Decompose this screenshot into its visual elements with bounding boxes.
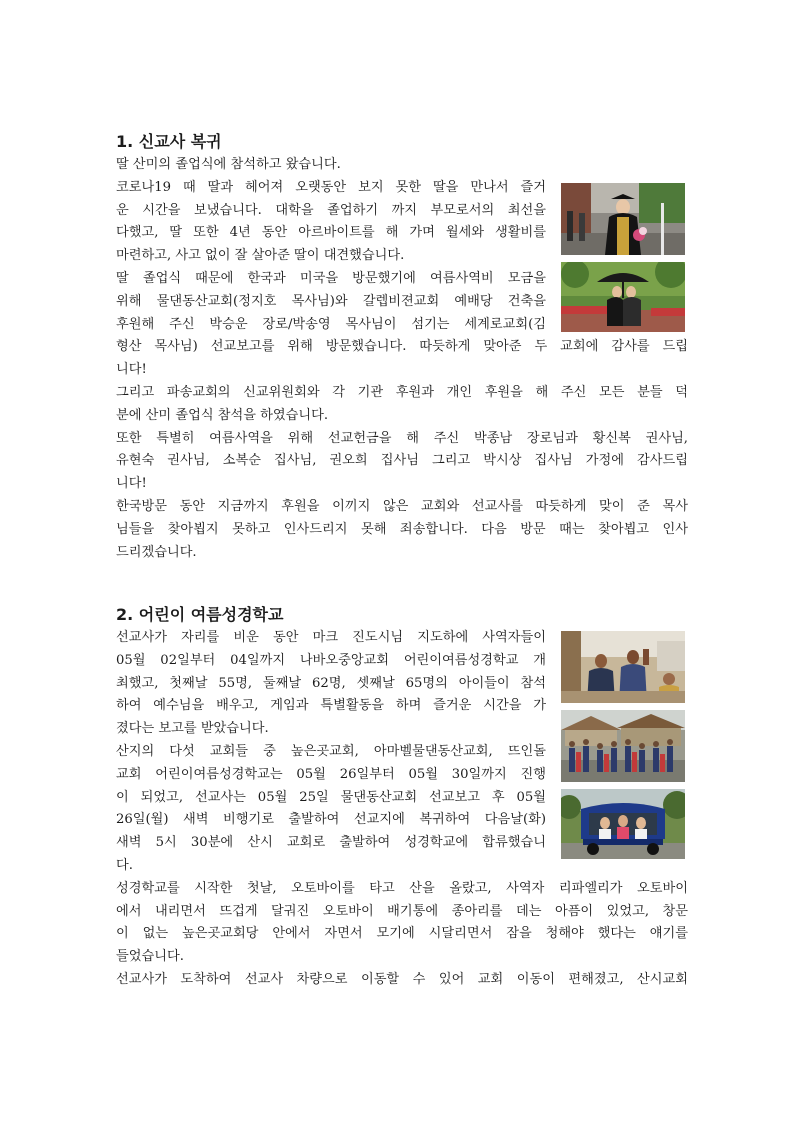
vbs-classroom-photo [561, 631, 685, 703]
text-line: 선교사가 도착하여 선교사 차량으로 이동할 수 있어 교회 이동이 편해졌고, 산시교회 [116, 971, 688, 987]
text-line: 니다! [116, 362, 147, 378]
text-line: 유현숙 권사님, 소복순 집사님, 권오희 집사님 그리고 박시상 집사님 가정에 감사드립 [116, 453, 688, 469]
text-line: 위해 물댄동산교회(정지호 목사님)와 갈렙비젼교회 예배당 건축을 [116, 293, 546, 309]
section-heading-return: 1. 신교사 복귀 [116, 132, 222, 151]
text-line: 코로나19 때 딸과 헤어져 오랫동안 보지 못한 딸을 만나서 즐거 [116, 179, 546, 195]
text-line: 교회 어린이여름성경학교는 05월 26일부터 05월 30일까지 진행 [116, 766, 546, 782]
text-line: 분에 산미 졸업식 참석을 하였습니다. [116, 407, 329, 423]
text-line: 후원해 주신 박승운 장로/박송영 목사님이 섬기는 세계로교회(김 [116, 316, 546, 332]
text-line: 다했고, 딸 또한 4년 동안 아르바이트를 해 가며 월세와 생활비를 [116, 225, 546, 241]
text-line: 에서 내리면서 뜨겁게 달궈진 오토바이 배기통에 종아리를 데는 아픔이 있었고, 창문 [116, 903, 688, 919]
graduation-umbrella-photo [561, 262, 685, 332]
text-line: 선교사가 자리를 비운 동안 마크 진도시님 지도하에 사역자들이 [116, 630, 546, 645]
text-line: 이 없는 높은곳교회당 안에서 자면서 모기에 시달리면서 잠을 청해야 했다는 얘기를 [116, 926, 688, 942]
text-line: 새벽 5시 30분에 산시 교회로 출발하여 성경학교에 합류했습니 [116, 835, 546, 851]
text-line: 운 시간을 보냈습니다. 대학을 졸업하기 까지 부모로서의 최선을 [116, 202, 546, 218]
text-line: 님들을 찾아뵙지 못하고 인사드리지 못해 죄송합니다. 다음 방문 때는 찾아뵙고 인사 [116, 521, 688, 537]
text-line: 그리고 파송교회의 신교위원회와 각 기관 후원과 개인 후원을 해 주신 모든 분들 덕 [116, 384, 688, 400]
text-line: 05월 02일부터 04일까지 나바오중앙교회 어린이여름성경학교 개 [116, 652, 546, 668]
graduation-photo [561, 183, 685, 255]
text-line: 형산 목사님) 선교보고를 위해 방문했습니다. 따듯하게 맞아준 두 교회에 감사를 드립 [116, 339, 688, 355]
vbs-outdoor-group-photo [561, 710, 685, 782]
text-line: 또한 특별히 여름사역을 위해 선교헌금을 해 주신 박종남 장로님과 황신복 권사님, [116, 430, 688, 446]
text-line: 딸 산미의 졸업식에 참석하고 왔습니다. [116, 157, 341, 172]
text-line: 이 되었고, 선교사는 05월 25일 물댄동산교회 선교보고 후 05월 [116, 789, 546, 805]
text-line: 졌다는 보고를 받았습니다. [116, 721, 269, 737]
text-line: 니다! [116, 476, 147, 492]
text-line: 다. [116, 857, 133, 873]
text-line: 성경학교를 시작한 첫날, 오토바이를 타고 산을 올랐고, 사역자 리파엘리가 오토바이 [116, 880, 688, 896]
text-line: 드리겠습니다. [116, 544, 197, 560]
text-line: 하여 예수님을 배우고, 게임과 특별활동을 하며 즐거운 시간을 가 [116, 698, 546, 714]
text-line: 딸 졸업식 때문에 한국과 미국을 방문했기에 여름사역비 모금을 [116, 270, 546, 286]
text-line: 최했고, 첫째날 55명, 둘째날 62명, 셋째날 65명의 아이들이 참석 [116, 675, 546, 691]
text-line: 한국방문 동안 지금까지 후원을 이끼지 않은 교회와 선교사를 따듯하게 맞이 준 목사 [116, 498, 688, 514]
text-line: 산지의 다섯 교회들 중 높은곳교회, 아마벨물댄동산교회, 뜨인돌 [116, 743, 546, 759]
text-line: 26일(월) 새벽 비행기로 출발하여 선교지에 복귀하여 다음날(화) [116, 812, 546, 828]
vbs-truck-photo [561, 789, 685, 859]
section-heading-vbs: 2. 어린이 여름성경학교 [116, 605, 284, 624]
text-line: 마련하고, 사고 없이 잘 살아준 딸이 대견했습니다. [116, 248, 405, 264]
text-line: 들었습니다. [116, 949, 184, 965]
